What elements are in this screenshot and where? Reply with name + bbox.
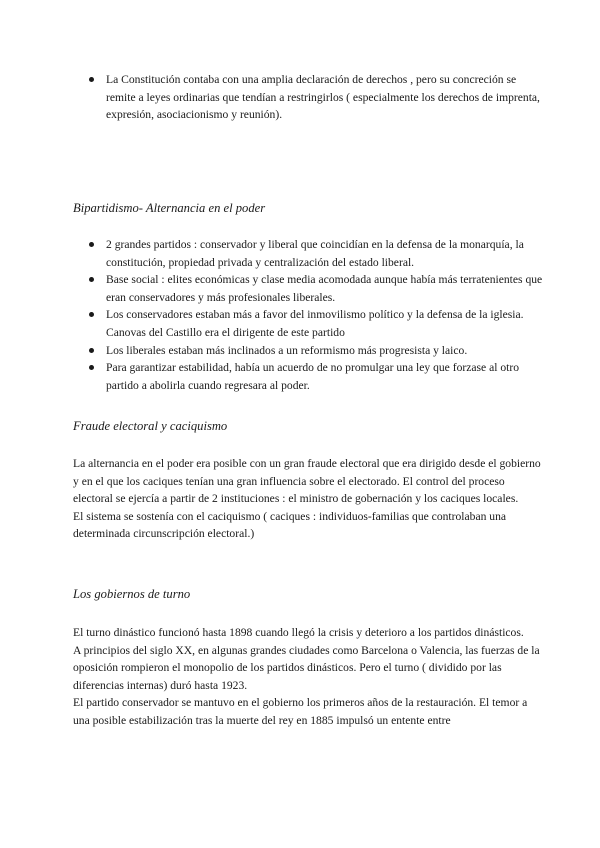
section-heading-fraude: Fraude electoral y caciquismo [73,419,228,433]
section-heading-bipartidismo: Bipartidismo- Alternancia en el poder [73,201,266,215]
paragraph-line: La alternancia en el poder era posible con un gran fraude electoral que era dirigido desde el gobierno y en el que los caciques tenían una gran influencia sobre el electorado. El control del proceso electoral se ejercía a partir de 2 instituciones : el ministro de gobernación y los caciques locales. [73,457,541,506]
paragraph-line: El sistema se sostenía con el caciquismo ( caciques : individuos-familias que controlaban una determinada circunscripción electoral.) [73,509,507,541]
list-item: Base social : elites económicas y clase media acomodada aunque había más terratenientes que eran conservadores y más profesionales liberales. [73,271,543,306]
list-item: Los liberales estaban más inclinados a un reformismo más progresista y laico. [73,342,543,360]
intro-bullet-list [73,71,543,124]
list-item: La Constitución contaba con una amplia declaración de derechos , pero su concreción se remite a leyes ordinarias que tendían a restringirlos ( especialmente los derechos de imprenta, expresión, asociacionismo y reunión). [73,71,543,124]
gobiernos-paragraph [73,624,543,730]
list-item: 2 grandes partidos : conservador y liberal que coincidían en la defensa de la monarquía, la constitución, propiedad privada y centralización del estado liberal. [73,236,543,271]
bipartidismo-bullet-list [73,236,543,394]
list-item: Los conservadores estaban más a favor del inmovilismo político y la defensa de la iglesia. Canovas del Castillo era el dirigente de este partido [73,306,543,341]
fraude-paragraph [73,455,543,543]
section-heading-gobiernos: Los gobiernos de turno [73,587,191,601]
list-item: Para garantizar estabilidad, había un acuerdo de no promulgar una ley que forzase al otro partido a abolirla cuando regresara al poder. [73,359,543,394]
paragraph-line: El partido conservador se mantuvo en el gobierno los primeros años de la restauración. El temor a una posible estabilización tras la muerte del rey en 1885 impulsó un entente entre [73,696,528,727]
paragraph-line: El turno dinástico funcionó hasta 1898 cuando llegó la crisis y deterioro a los partidos dinásticos. [73,626,524,639]
paragraph-line: A principios del siglo XX, en algunas grandes ciudades como Barcelona o Valencia, las fuerzas de la oposición rompieron el monopolio de los partidos dinásticos. Pero el turno ( dividido por las diferencias internas) duró hasta 1923. [73,643,540,692]
